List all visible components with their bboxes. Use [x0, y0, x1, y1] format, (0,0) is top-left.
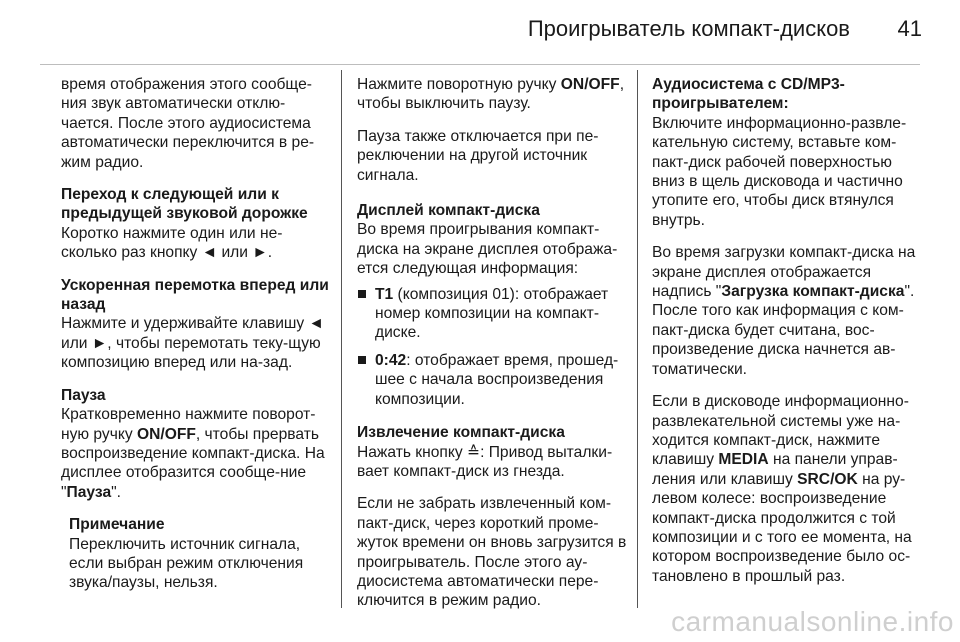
display-message-loading: Загрузка компакт-диска — [721, 283, 905, 301]
page-number: 41 — [897, 16, 922, 41]
key-media: MEDIA — [718, 451, 769, 469]
seek-left-icon: ◄ — [201, 244, 218, 262]
column-divider-1 — [341, 70, 342, 608]
loading-paragraph: Во время загрузки компакт-диска на экране дисплея отображается надпись "Загрузка компакт-диска". После того как информация с ком-пакт-диска будет считана, вос-произведение диска начнется ав-томатически. — [652, 244, 916, 378]
page-header — [0, 0, 960, 64]
list-item: 0:42: отображает время, прошед-шее с начала воспроизведения композиции. — [357, 351, 627, 409]
section-title-fast-forward: Ускоренная перемотка вперед или назад — [61, 276, 329, 314]
section-title-cd-display: Дисплей компакт-диска — [357, 202, 540, 220]
section-text-pause: Кратковременно нажмите поворот-ную ручку ON/OFF, чтобы прервать воспроизведение компакт-диска. На дисплее отобразится сообще-ние "Пауза". — [61, 406, 325, 501]
display-message-pause: Пауза — [66, 483, 112, 501]
resume-disc-paragraph: Если в дисководе информационно-развлекательной системы уже на-ходится компакт-диск, нажмите клавишу MEDIA на панели управ-ления или клавишу SRC/OK на ру-левом колесе: воспроизведение компакт-диска продолжится с той композиции и с того ее момента, на котором воспроизведение было ос-тановлено в прошлый раз. — [652, 393, 912, 585]
column-1 — [61, 75, 333, 593]
key-on-off: ON/OFF — [136, 425, 196, 443]
column-2 — [357, 75, 627, 624]
section-text-fast-forward: Нажмите и удерживайте клавишу ◄ или ►, чтобы перемотать теку-щую композицию вперед или на-зад. — [61, 315, 324, 372]
column-3 — [652, 75, 924, 599]
seek-left-icon: ◄ — [308, 315, 324, 333]
seek-right-icon: ► — [91, 334, 108, 352]
pause-off-paragraph: Пауза также отключается при пе-реключении на другой источник сигнала. — [357, 127, 599, 184]
watermark: carmanualsonline.info — [671, 606, 954, 637]
display-info-list — [357, 285, 627, 409]
section-title-cd-mp3: Аудиосистема с CD/MP3- проигрывателем: — [652, 76, 845, 113]
section-title-eject: Извлечение компакт-диска — [357, 424, 565, 442]
reload-paragraph: Если не забрать извлеченный ком-пакт-диск, через короткий проме-жуток времени он вновь загрузится в проигрыватель. После этого ау-диосистема автоматически пере-ключится в режим радио. — [357, 495, 627, 610]
note-title: Примечание — [69, 516, 165, 534]
section-title-pause: Пауза — [61, 386, 106, 404]
list-item: T1 (композиция 01): отображает номер композиции на компакт-диске. — [357, 285, 627, 343]
key-src-ok: SRC/OK — [797, 470, 858, 488]
header-divider — [40, 64, 920, 65]
section-text-cd-display: Во время проигрывания компакт-диска на экране дисплея отобража-ется следующая информация: — [357, 221, 618, 278]
key-on-off: ON/OFF — [560, 76, 620, 93]
page-title: Проигрыватель компакт-дисков — [527, 16, 850, 41]
column-divider-2 — [637, 70, 638, 608]
eject-icon: ≙ — [466, 443, 481, 461]
intro-paragraph: время отображения этого сообще-ния звук автоматически отклю-чается. После этого аудиосистема автоматически переключится в ре-жим радио. — [61, 76, 315, 171]
section-text-next-track: Коротко нажмите один или не-сколько раз кнопку ◄ или ►. — [61, 224, 283, 262]
seek-right-icon: ► — [252, 244, 268, 262]
section-text-eject: Нажать кнопку ≙: Привод выталки-вает компакт-диск из гнезда. — [357, 443, 613, 480]
section-title-next-track: Переход к следующей или к предыдущей звуковой дорожке — [61, 186, 308, 223]
note-text: Переключить источник сигнала, если выбран режим отключения звука/паузы, нельзя. — [69, 535, 304, 592]
resume-paragraph: Нажмите поворотную ручку ON/OFF, чтобы выключить паузу. — [357, 76, 625, 113]
note-block — [69, 515, 333, 593]
section-text-cd-mp3: Включите информационно-развле-кательную систему, вставьте ком-пакт-диск рабочей поверхностью вниз в щель дисковода и частично утопите его, чтобы диск втянулся внутрь. — [652, 114, 907, 229]
